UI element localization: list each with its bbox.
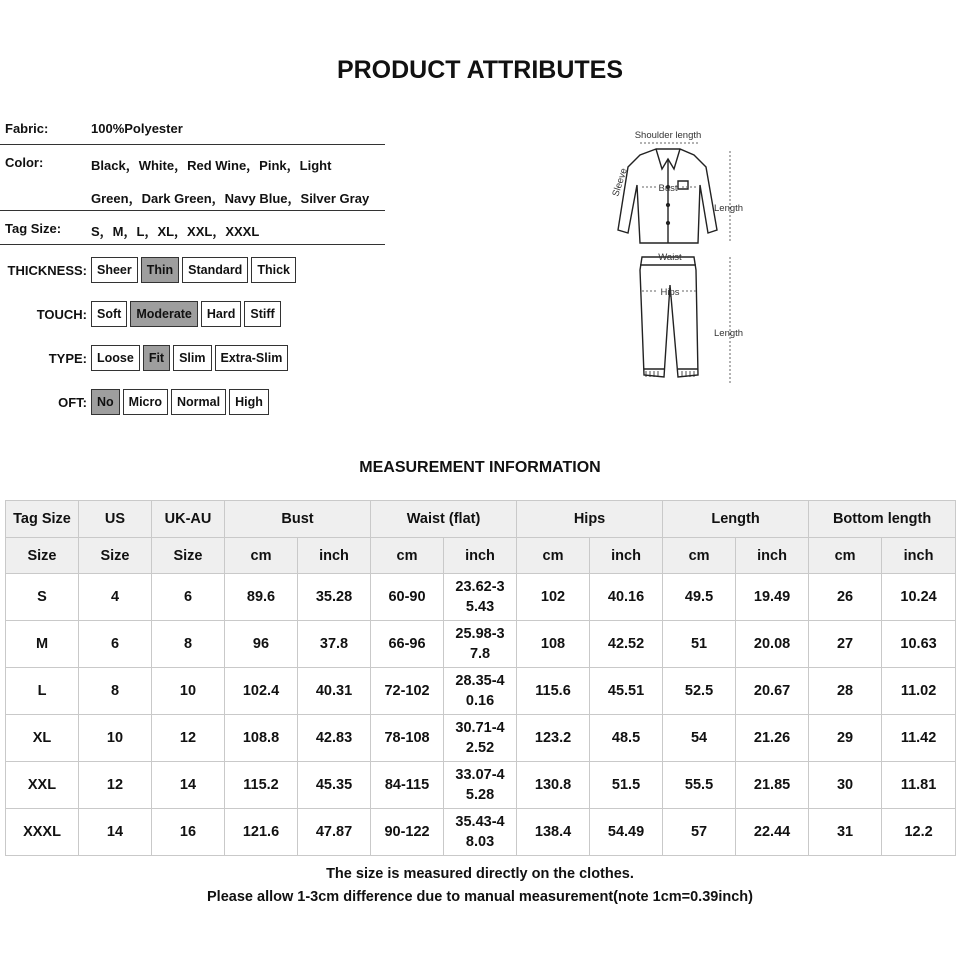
table-row — [6, 762, 956, 809]
option-chip: No — [91, 389, 120, 415]
table-cell: L — [6, 668, 79, 715]
table-cell: 6 — [152, 574, 225, 621]
table-cell: 16 — [152, 809, 225, 856]
fabric-value: 100%Polyester — [91, 121, 183, 136]
option-chip: Normal — [171, 389, 226, 415]
table-cell: 33.07-4 5.28 — [444, 762, 517, 809]
option-chip: Extra-Slim — [215, 345, 289, 371]
header-cell: Hips — [517, 501, 663, 538]
option-chip: High — [229, 389, 269, 415]
pants-icon — [640, 257, 698, 377]
subheader-cell: cm — [371, 538, 444, 574]
table-cell: 57 — [663, 809, 736, 856]
option-chip: Thick — [251, 257, 296, 283]
table-cell: 66-96 — [371, 621, 444, 668]
table-cell: 25.98-3 7.8 — [444, 621, 517, 668]
subheader-cell: cm — [809, 538, 882, 574]
hips-label: Hips — [660, 287, 680, 298]
table-cell: 10 — [79, 715, 152, 762]
option-chip: Thin — [141, 257, 179, 283]
table-row — [6, 715, 956, 762]
option-label: THICKNESS: — [7, 263, 87, 278]
table-cell: XXL — [6, 762, 79, 809]
table-cell: S — [6, 574, 79, 621]
table-cell: 10.63 — [882, 621, 956, 668]
option-chip: Stiff — [244, 301, 280, 327]
table-cell: 123.2 — [517, 715, 590, 762]
table-cell: 31 — [809, 809, 882, 856]
tag-size-value: S，M，L，XL，XXL，XXXL — [91, 224, 260, 239]
table-cell: 8 — [79, 668, 152, 715]
subheader-cell: Size — [79, 538, 152, 574]
table-cell: 84-115 — [371, 762, 444, 809]
header-cell: Tag Size — [6, 501, 79, 538]
table-cell: 35.43-4 8.03 — [444, 809, 517, 856]
table-cell: 26 — [809, 574, 882, 621]
option-group — [91, 345, 288, 371]
option-group — [91, 301, 281, 327]
option-chip: Fit — [143, 345, 170, 371]
table-cell: 49.5 — [663, 574, 736, 621]
tag-size-label: Tag Size: — [5, 221, 62, 236]
measurement-table — [5, 500, 956, 856]
table-cell: 138.4 — [517, 809, 590, 856]
table-cell: 108 — [517, 621, 590, 668]
table-cell: 30 — [809, 762, 882, 809]
fabric-label: Fabric: — [5, 121, 49, 136]
note-line2: Please allow 1-3cm difference due to manual measurement(note 1cm=0.39inch) — [207, 889, 753, 905]
sleeve-label: Sleeve — [610, 166, 630, 198]
table-cell: 55.5 — [663, 762, 736, 809]
option-group — [91, 257, 296, 283]
divider — [0, 210, 385, 211]
option-chip: Sheer — [91, 257, 138, 283]
option-group — [91, 389, 269, 415]
table-cell: 130.8 — [517, 762, 590, 809]
table-cell: 102.4 — [225, 668, 298, 715]
table-cell: 52.5 — [663, 668, 736, 715]
table-cell: 12.2 — [882, 809, 956, 856]
color-value-line1: Black，White，Red Wine，Pink，Light — [91, 158, 332, 173]
table-cell: 45.35 — [298, 762, 371, 809]
table-cell: 23.62-3 5.43 — [444, 574, 517, 621]
divider — [0, 144, 385, 145]
table-cell: 40.16 — [590, 574, 663, 621]
option-label: TYPE: — [48, 351, 87, 366]
table-cell: 102 — [517, 574, 590, 621]
table-cell: 40.31 — [298, 668, 371, 715]
measurement-title: MEASUREMENT INFORMATION — [359, 459, 601, 476]
table-cell: 12 — [152, 715, 225, 762]
table-cell: 60-90 — [371, 574, 444, 621]
table-cell: 8 — [152, 621, 225, 668]
option-chip: Hard — [201, 301, 241, 327]
page-title: PRODUCT ATTRIBUTES — [336, 56, 624, 84]
table-cell: 11.81 — [882, 762, 956, 809]
color-value-line2: Green，Dark Green，Navy Blue，Silver Gray — [91, 191, 370, 206]
option-chip: Slim — [173, 345, 211, 371]
table-cell: 10.24 — [882, 574, 956, 621]
table-cell: 115.6 — [517, 668, 590, 715]
table-cell: 90-122 — [371, 809, 444, 856]
table-row — [6, 668, 956, 715]
table-cell: 89.6 — [225, 574, 298, 621]
table-cell: 78-108 — [371, 715, 444, 762]
table-cell: XXXL — [6, 809, 79, 856]
table-cell: 54 — [663, 715, 736, 762]
header-cell: Length — [663, 501, 809, 538]
divider — [0, 244, 385, 245]
header-cell: Bust — [225, 501, 371, 538]
table-cell: 29 — [809, 715, 882, 762]
table-cell: M — [6, 621, 79, 668]
table-cell: 28 — [809, 668, 882, 715]
note-line1: The size is measured directly on the clothes. — [326, 866, 634, 882]
option-chip: Standard — [182, 257, 248, 283]
table-cell: 22.44 — [736, 809, 809, 856]
shoulder-length-label: Shoulder length — [634, 130, 702, 141]
table-cell: 42.52 — [590, 621, 663, 668]
option-label: OFT: — [58, 395, 87, 410]
table-cell: 42.83 — [298, 715, 371, 762]
subheader-cell: inch — [298, 538, 371, 574]
table-cell: 45.51 — [590, 668, 663, 715]
table-cell: 72-102 — [371, 668, 444, 715]
subheader-cell: Size — [6, 538, 79, 574]
table-cell: 19.49 — [736, 574, 809, 621]
table-cell: 35.28 — [298, 574, 371, 621]
subheader-cell: Size — [152, 538, 225, 574]
table-cell: 51 — [663, 621, 736, 668]
top-length-label: Length — [714, 203, 744, 214]
option-chip: Moderate — [130, 301, 198, 327]
table-cell: 6 — [79, 621, 152, 668]
garment-diagram — [600, 125, 760, 390]
table-cell: 21.26 — [736, 715, 809, 762]
table-cell: 11.42 — [882, 715, 956, 762]
table-cell: 48.5 — [590, 715, 663, 762]
table-cell: 14 — [79, 809, 152, 856]
table-cell: 4 — [79, 574, 152, 621]
table-cell: 12 — [79, 762, 152, 809]
option-chip: Loose — [91, 345, 140, 371]
table-cell: 20.67 — [736, 668, 809, 715]
subheader-cell: inch — [444, 538, 517, 574]
table-row — [6, 621, 956, 668]
table-cell: 21.85 — [736, 762, 809, 809]
table-row — [6, 574, 956, 621]
header-cell: Bottom length — [809, 501, 956, 538]
subheader-cell: cm — [663, 538, 736, 574]
table-cell: 37.8 — [298, 621, 371, 668]
table-cell: 51.5 — [590, 762, 663, 809]
subheader-cell: cm — [517, 538, 590, 574]
table-cell: 28.35-4 0.16 — [444, 668, 517, 715]
table-cell: 54.49 — [590, 809, 663, 856]
table-cell: 11.02 — [882, 668, 956, 715]
bust-label: Bust — [658, 183, 678, 194]
table-cell: 47.87 — [298, 809, 371, 856]
subheader-cell: inch — [736, 538, 809, 574]
table-cell: 14 — [152, 762, 225, 809]
pants-length-label: Length — [714, 328, 744, 339]
table-cell: 121.6 — [225, 809, 298, 856]
header-cell: Waist (flat) — [371, 501, 517, 538]
shirt-icon — [618, 149, 717, 243]
subheader-cell: inch — [882, 538, 956, 574]
table-cell: 115.2 — [225, 762, 298, 809]
header-cell: US — [79, 501, 152, 538]
color-label: Color: — [5, 155, 44, 170]
table-cell: 20.08 — [736, 621, 809, 668]
subheader-cell: inch — [590, 538, 663, 574]
header-cell: UK-AU — [152, 501, 225, 538]
waist-label: Waist — [658, 252, 682, 263]
table-row — [6, 809, 956, 856]
option-chip: Micro — [123, 389, 168, 415]
table-cell: 96 — [225, 621, 298, 668]
table-cell: 27 — [809, 621, 882, 668]
subheader-cell: cm — [225, 538, 298, 574]
table-cell: 30.71-4 2.52 — [444, 715, 517, 762]
table-cell: XL — [6, 715, 79, 762]
option-chip: Soft — [91, 301, 127, 327]
table-cell: 108.8 — [225, 715, 298, 762]
table-cell: 10 — [152, 668, 225, 715]
option-label: TOUCH: — [36, 307, 87, 322]
